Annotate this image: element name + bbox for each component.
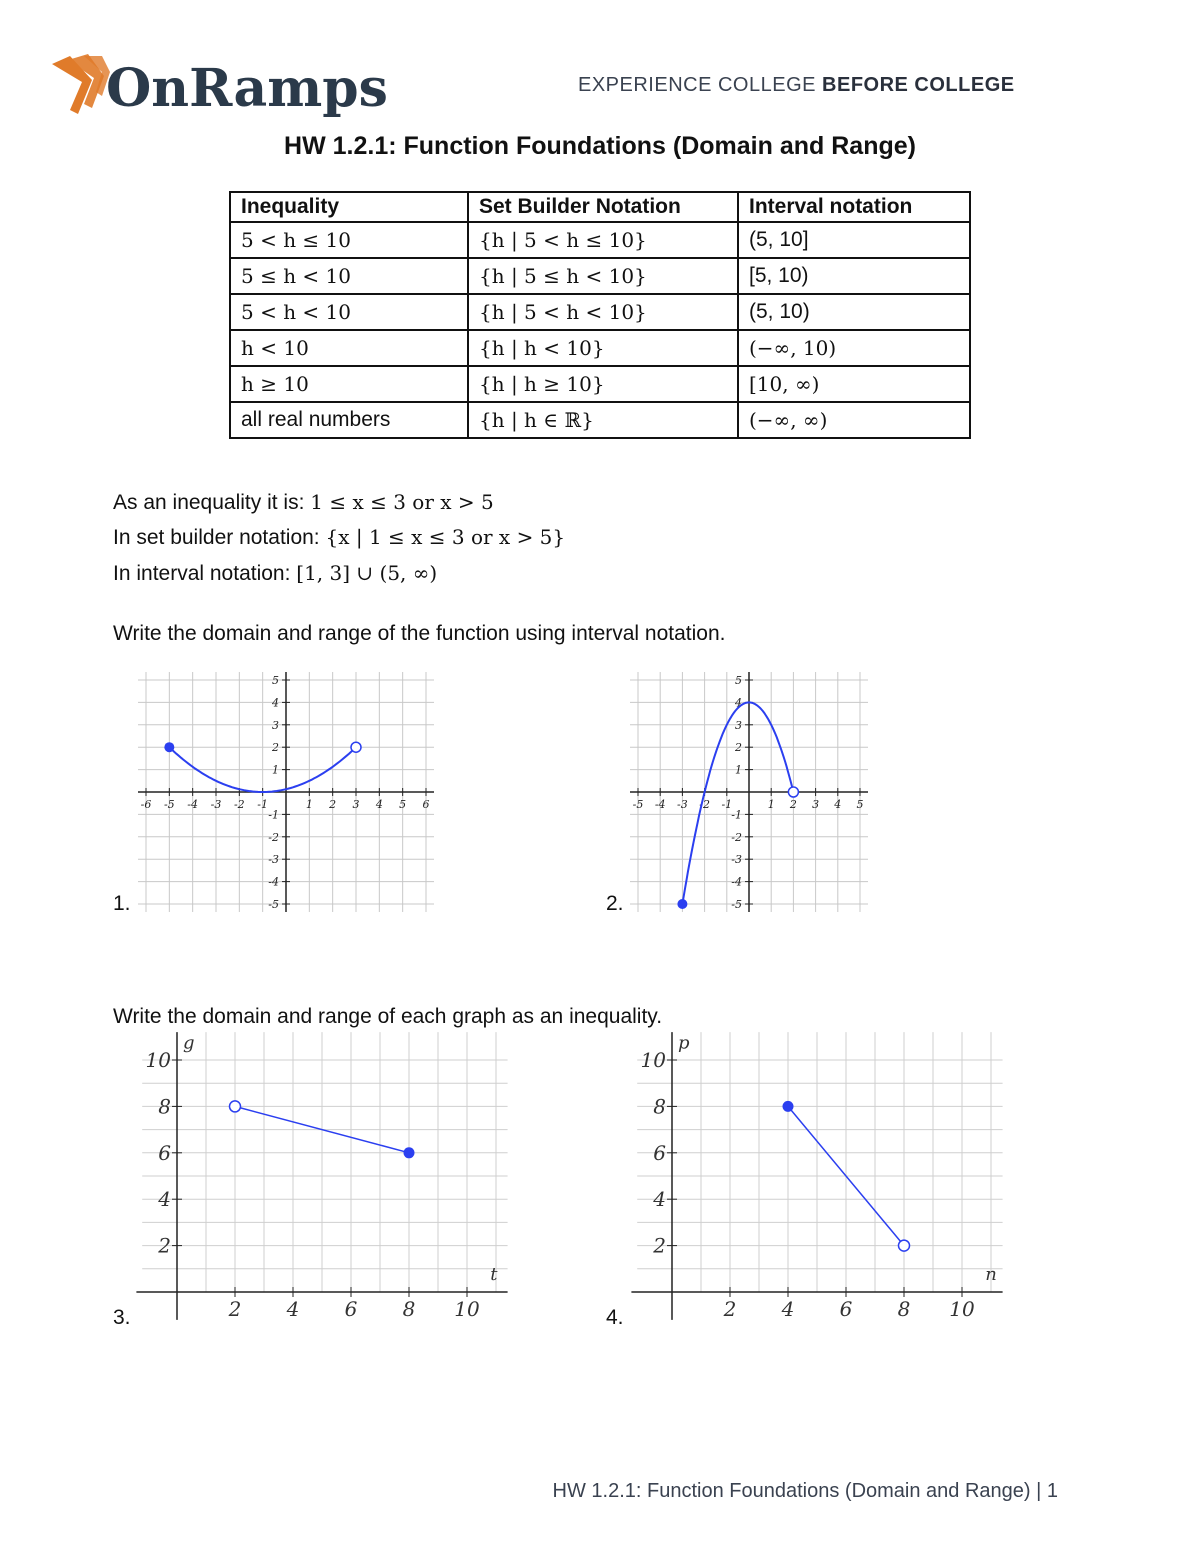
cell-inequality: 5 < h ≤ 10	[230, 222, 468, 258]
table-row	[230, 402, 970, 438]
example-interval-label: In interval notation:	[113, 562, 297, 585]
example-setbuilder-value: {x | 1 ≤ x ≤ 3 or x > 5}	[325, 525, 566, 549]
y-tick-label: -1	[268, 808, 279, 822]
x-tick-label: 1	[305, 798, 313, 811]
cell-set-builder: {h | h ≥ 10}	[468, 366, 738, 402]
y-tick-label: -2	[268, 830, 279, 844]
table-row	[230, 258, 970, 294]
x-tick-label: 6	[344, 1297, 358, 1321]
x-tick-label: -2	[233, 798, 245, 811]
cell-set-builder: {h | h ∈ ℝ}	[468, 402, 738, 438]
closed-endpoint	[783, 1101, 794, 1112]
cell-interval: [10, ∞)	[738, 366, 970, 402]
header-inequality: Inequality	[230, 192, 468, 222]
x-tick-label: 5	[856, 798, 864, 811]
y-tick-label: -2	[731, 830, 742, 844]
y-tick-label: 6	[158, 1140, 171, 1165]
open-endpoint	[788, 787, 798, 797]
x-tick-label: -5	[163, 798, 175, 811]
example-inequality-line	[113, 490, 494, 515]
x-tick-label: 2	[723, 1297, 737, 1321]
cell-set-builder: {h | 5 < h ≤ 10}	[468, 222, 738, 258]
table-header-row	[230, 192, 970, 222]
open-endpoint	[899, 1240, 910, 1251]
y-axis-label: p	[678, 1032, 690, 1054]
open-endpoint	[351, 742, 361, 752]
y-tick-label: 6	[653, 1140, 666, 1165]
tagline	[578, 74, 1015, 97]
x-tick-label: 5	[399, 798, 407, 811]
x-tick-label: -6	[140, 798, 152, 811]
notation-table	[229, 191, 971, 439]
x-tick-label: 2	[789, 798, 797, 811]
x-tick-label: 8	[897, 1297, 911, 1321]
x-tick-label: -1	[257, 798, 269, 811]
page-title: HW 1.2.1: Function Foundations (Domain and Range)	[284, 132, 916, 160]
example-setbuilder-line	[113, 525, 565, 550]
y-tick-label: 8	[158, 1094, 171, 1119]
y-tick-label: 10	[640, 1048, 666, 1072]
y-tick-label: 1	[735, 763, 742, 777]
header-set-builder: Set Builder Notation	[468, 192, 738, 222]
x-tick-label: -5	[632, 798, 644, 811]
example-inequality-value: 1 ≤ x ≤ 3 or x > 5	[310, 490, 494, 514]
cell-set-builder: {h | 5 ≤ h < 10}	[468, 258, 738, 294]
y-tick-label: -1	[731, 808, 742, 822]
y-tick-label: 4	[735, 696, 742, 710]
table-row	[230, 366, 970, 402]
x-tick-label: -4	[187, 798, 199, 811]
x-tick-label: 4	[834, 798, 842, 811]
problem-3-label: 3.	[113, 1306, 131, 1329]
x-tick-label: -3	[677, 798, 688, 811]
x-tick-label: 2	[228, 1297, 242, 1321]
x-tick-label: 6	[422, 798, 430, 811]
example-setbuilder-label: In set builder notation:	[113, 526, 326, 549]
x-tick-label: -4	[654, 798, 666, 811]
cell-set-builder: {h | h < 10}	[468, 330, 738, 366]
table-row	[230, 294, 970, 330]
graph-2	[630, 672, 868, 912]
x-tick-label: -2	[699, 798, 710, 811]
y-tick-label: 4	[653, 1187, 666, 1212]
y-tick-label: -4	[268, 875, 279, 889]
x-tick-label: 2	[329, 798, 337, 811]
problem-1-label: 1.	[113, 892, 131, 915]
x-tick-label: -1	[721, 798, 733, 811]
cell-inequality: all real numbers	[230, 402, 468, 438]
onramps-logo	[48, 50, 388, 122]
cell-interval: [5, 10)	[738, 258, 970, 294]
cell-set-builder: {h | 5 < h < 10}	[468, 294, 738, 330]
example-inequality-label: As an inequality it is:	[113, 491, 311, 514]
cell-interval: (−∞, ∞)	[738, 402, 970, 438]
y-tick-label: -3	[731, 853, 742, 867]
closed-endpoint	[164, 742, 174, 752]
onramps-mark-icon	[52, 54, 110, 114]
cell-inequality: h ≥ 10	[230, 366, 468, 402]
x-axis-label: t	[490, 1264, 498, 1285]
graph-1	[138, 672, 434, 912]
x-tick-label: 10	[454, 1297, 480, 1321]
x-tick-label: 8	[402, 1297, 416, 1321]
section2-instruction: Write the domain and range of each graph as an inequality.	[113, 1005, 663, 1028]
example-interval-line	[113, 561, 437, 586]
y-tick-label: 2	[272, 741, 279, 755]
x-tick-label: 4	[375, 798, 383, 811]
cell-interval: (5, 10]	[738, 222, 970, 258]
x-tick-label: 6	[839, 1297, 853, 1321]
logo-text: OnRamps	[106, 58, 388, 119]
x-tick-label: 1	[767, 798, 775, 811]
y-tick-label: 5	[272, 674, 279, 687]
table-row	[230, 330, 970, 366]
x-tick-label: -3	[210, 798, 222, 811]
graph-4	[630, 1032, 1010, 1326]
tagline-bold: BEFORE COLLEGE	[822, 74, 1015, 96]
problem-2-label: 2.	[606, 892, 624, 915]
problem-4-label: 4.	[606, 1306, 624, 1329]
y-tick-label: 8	[653, 1094, 666, 1119]
cell-inequality: 5 ≤ h < 10	[230, 258, 468, 294]
cell-interval: (−∞, 10)	[738, 330, 970, 366]
y-tick-label: -5	[731, 898, 742, 911]
x-axis-label: n	[985, 1264, 997, 1285]
x-tick-label: 3	[352, 798, 360, 811]
y-tick-label: 2	[735, 741, 742, 755]
y-tick-label: 3	[735, 718, 742, 732]
y-tick-label: 4	[272, 696, 279, 710]
y-tick-label: -4	[731, 875, 742, 889]
x-tick-label: 4	[286, 1297, 300, 1321]
y-tick-label: 2	[653, 1233, 666, 1258]
y-tick-label: 1	[272, 763, 279, 777]
y-tick-label: -5	[268, 898, 279, 911]
y-axis-label: g	[183, 1032, 195, 1054]
x-tick-label: 4	[781, 1297, 795, 1321]
cell-inequality: h < 10	[230, 330, 468, 366]
section1-instruction: Write the domain and range of the function using interval notation.	[113, 622, 726, 645]
open-endpoint	[230, 1101, 241, 1112]
y-tick-label: 10	[145, 1048, 171, 1072]
tagline-regular: EXPERIENCE COLLEGE	[578, 74, 823, 96]
y-tick-label: 2	[158, 1233, 171, 1258]
closed-endpoint	[404, 1147, 415, 1158]
y-tick-label: 5	[735, 674, 742, 687]
y-tick-label: 4	[158, 1187, 171, 1212]
y-tick-label: -3	[268, 853, 279, 867]
y-tick-label: 3	[272, 718, 279, 732]
cell-inequality: 5 < h < 10	[230, 294, 468, 330]
cell-interval: (5, 10)	[738, 294, 970, 330]
x-tick-label: 3	[812, 798, 820, 811]
table-row	[230, 222, 970, 258]
closed-endpoint	[677, 899, 687, 909]
example-interval-value: [1, 3] ∪ (5, ∞)	[296, 561, 438, 585]
graph-3	[135, 1032, 515, 1326]
page-footer: HW 1.2.1: Function Foundations (Domain and Range) | 1	[552, 1480, 1058, 1502]
header-interval: Interval notation	[738, 192, 970, 222]
x-tick-label: 10	[949, 1297, 975, 1321]
